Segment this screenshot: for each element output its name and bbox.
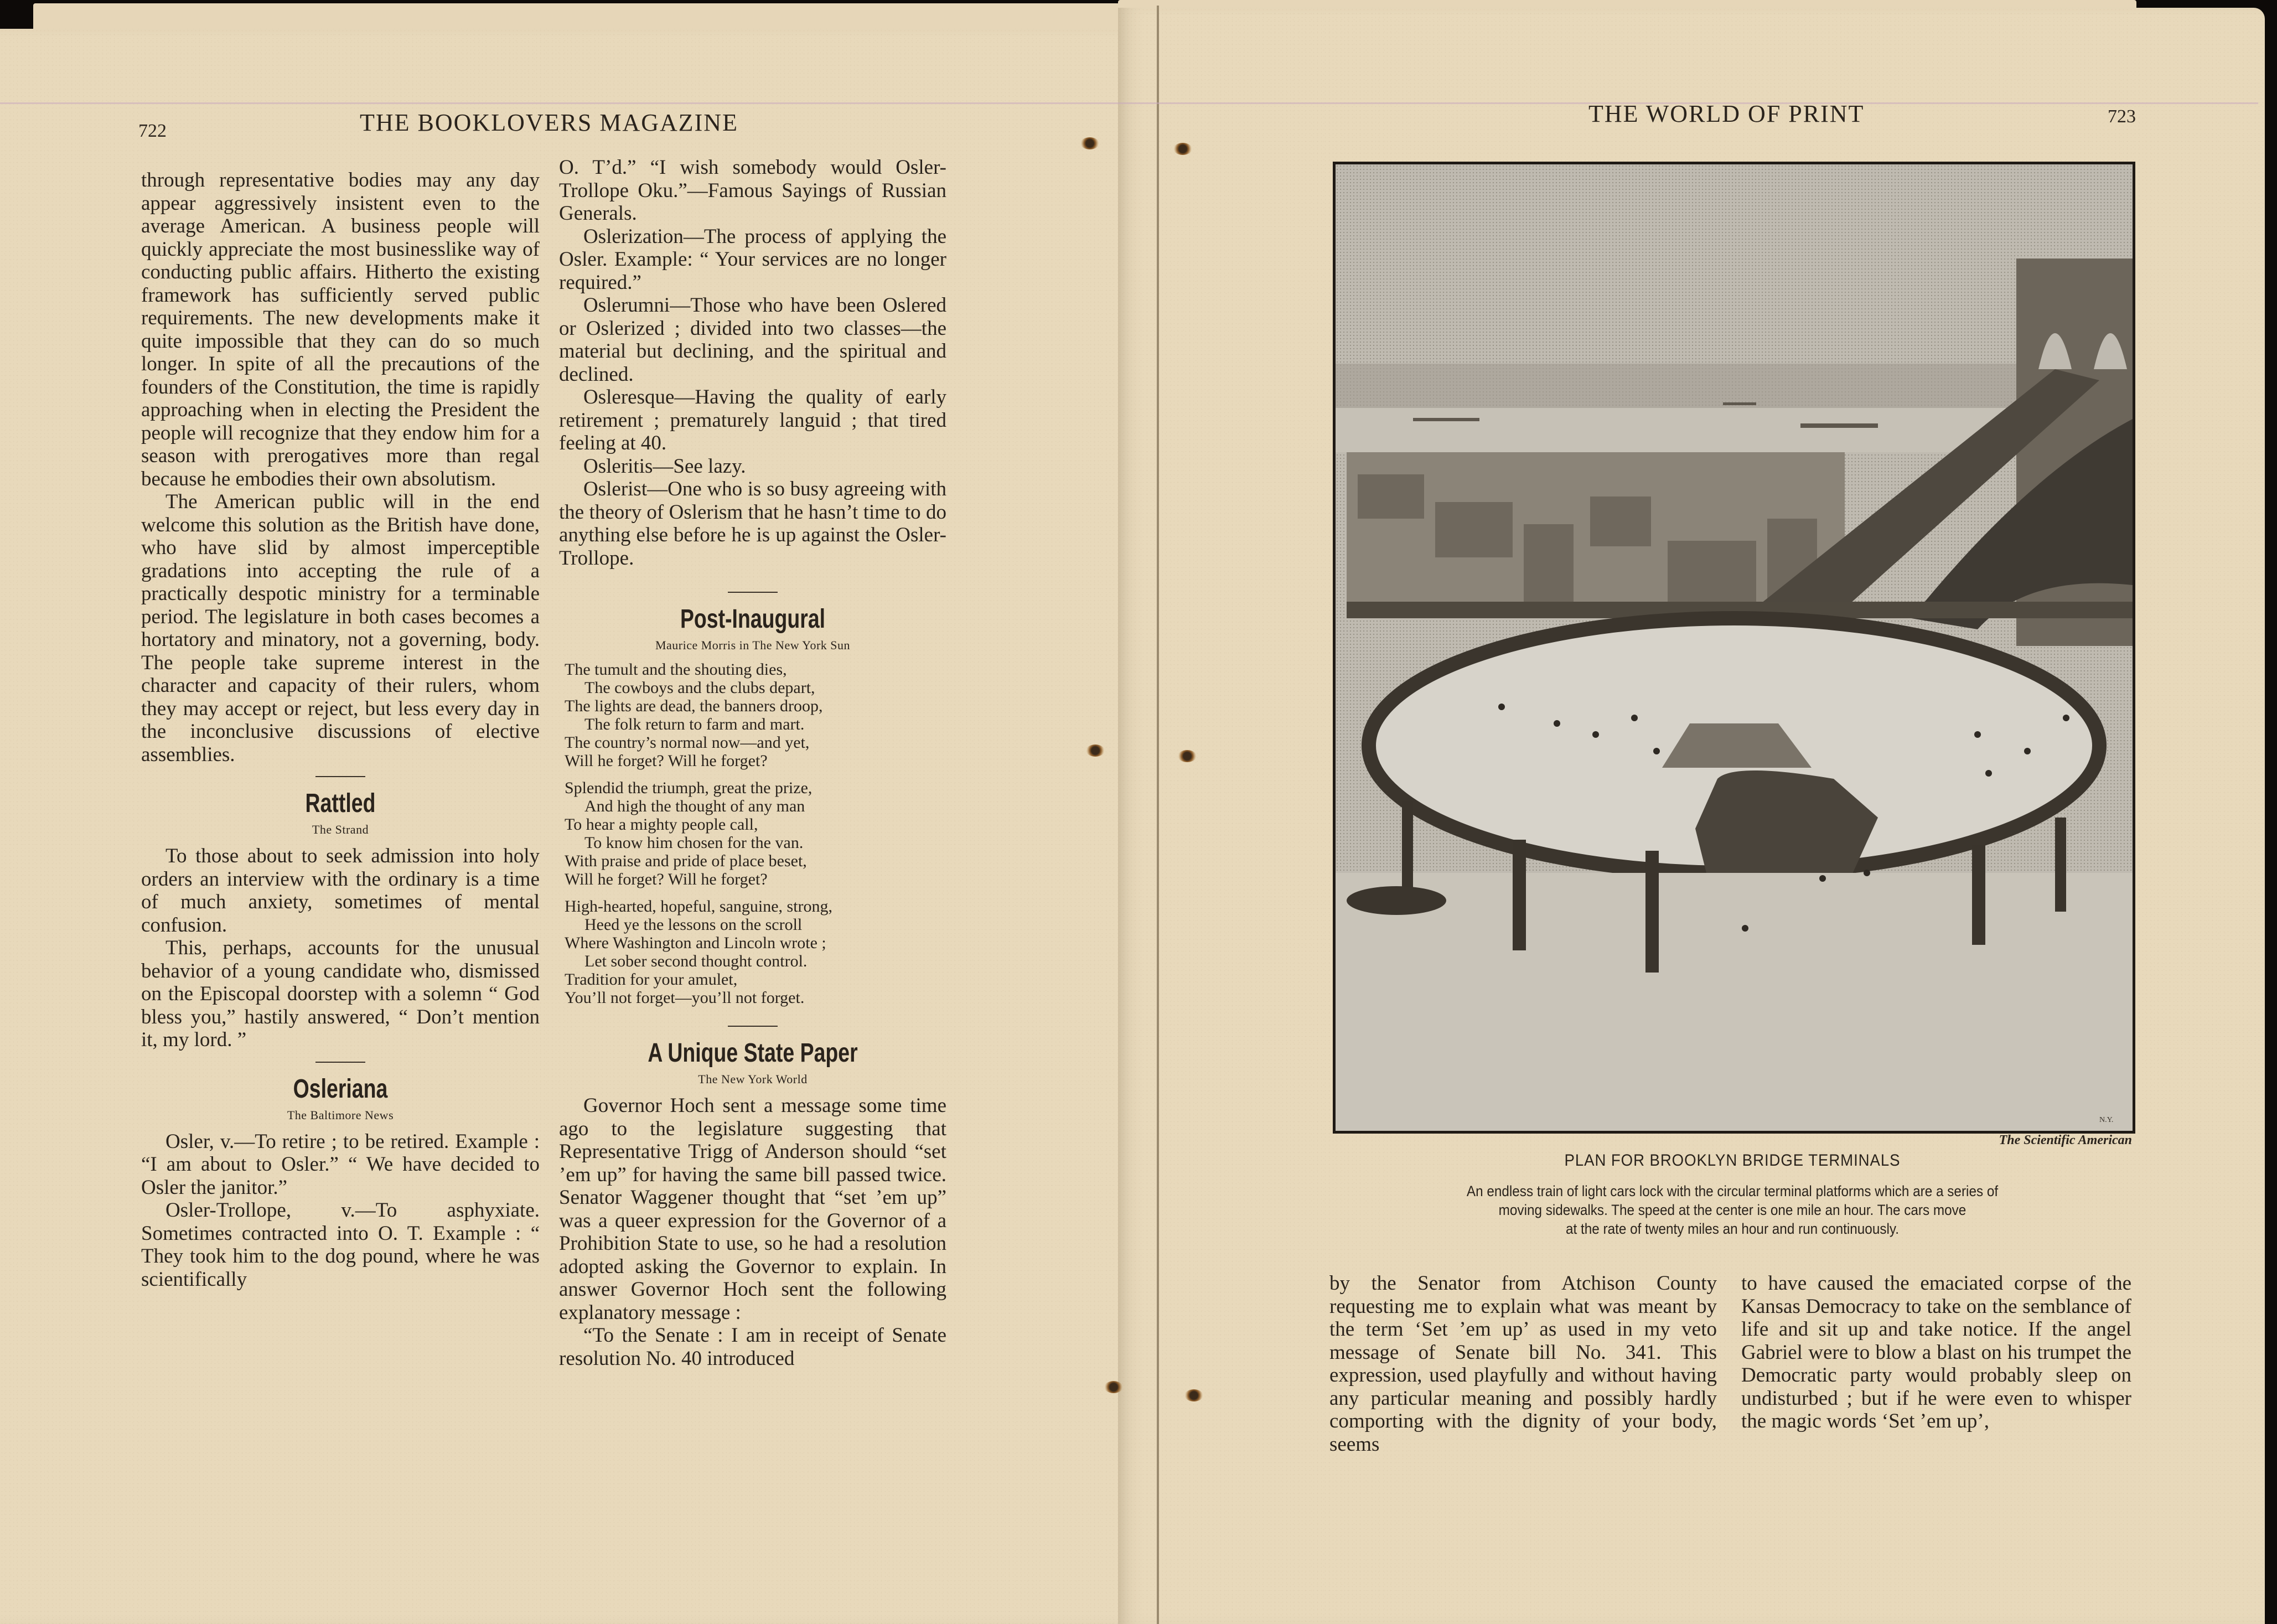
paragraph: Governor Hoch sent a message some time ago to the legislature suggesting that Representative Trigg of Anderson should “set ’em up” for having the same bill passed twice. Senator Waggener thought that “set ’em up” was a queer expression for the Governor of a Prohibition State to use, so he had a resolution adopted asking the Governor to explain. In answer Governor Hoch sent the following explanatory message : xyxy=(559,1094,946,1324)
artist-mark: N.Y. xyxy=(2099,1116,2114,1124)
binding-stain xyxy=(1086,744,1105,757)
paragraph: To those about to seek admission into holy orders an interview with the ordinary is a time of much anxiety, sometimes of mental confusion. xyxy=(141,845,540,937)
paragraph: Oslerist—One who is so busy agreeing with the theory of Oslerism that he hasn’t time to do anything else before he is up against the Osler-Trollope. xyxy=(559,478,946,570)
paragraph: Osleritis—See lazy. xyxy=(583,454,746,478)
article-source: The New York World xyxy=(698,1072,808,1086)
poem-stanza xyxy=(565,779,946,888)
caption-line: at the rate of twenty miles an hour and run continuously. xyxy=(1565,1220,1899,1237)
section-divider xyxy=(728,1026,778,1027)
paragraph: Oslerization—The process of applying the Osler. Example: “ Your services are no longer required.” xyxy=(559,225,946,294)
poem-stanza xyxy=(565,660,946,770)
section-divider xyxy=(315,776,365,777)
paragraph: Osler-Trollope, v.—To asphyxiate. Sometimes contracted into O. T. Example : “ They took him to the dog pound, where he was scientifically xyxy=(141,1199,540,1291)
poem-line: The cowboys and the clubs depart, xyxy=(584,679,815,697)
article-title-state-paper: A Unique State Paper xyxy=(648,1038,858,1068)
street xyxy=(1336,873,2133,1131)
page-number-left: 722 xyxy=(138,121,167,141)
right-column-2 xyxy=(1741,1272,2131,1433)
engraving xyxy=(1336,164,2133,1131)
binding-stain xyxy=(1184,1389,1203,1401)
article-source: The Baltimore News xyxy=(287,1108,394,1122)
poem-line: Splendid the triumph, great the prize, xyxy=(565,779,813,797)
paragraph: Osler, v.—To retire ; to be retired. Example : “I am about to Osler.” “ We have decided to Osler the janitor.” xyxy=(141,1130,540,1199)
paragraph: The American public will in the end welcome this solution as the British have done, who have slid by almost imperceptible gradations into accepting the rule of a practically despotic ministry for a terminable period. The legislature in both cases becomes a hortatory and minatory, not a governing, body. The people take supreme interest in the character and capacity of their rulers, whom they may accept or reject, but less every day in the inconclusive discussions of elective assemblies. xyxy=(141,490,540,766)
binding-stain xyxy=(1173,143,1192,155)
poem xyxy=(565,660,946,1007)
article-title-post-inaugural: Post-Inaugural xyxy=(680,604,826,634)
poem-line: The tumult and the shouting dies, xyxy=(565,660,787,679)
guide-rule xyxy=(0,102,2258,104)
section-divider xyxy=(315,1062,365,1063)
poem-line: And high the thought of any man xyxy=(584,797,805,815)
flower-bed xyxy=(1347,886,1446,915)
article-source: The Strand xyxy=(312,823,369,836)
poem-line: Will he forget? Will he forget? xyxy=(565,752,768,770)
caption-line: moving sidewalks. The speed at the center is one mile an hour. The cars move xyxy=(1498,1202,1966,1218)
left-column-2 xyxy=(559,156,946,1370)
binding-stain xyxy=(1104,1381,1123,1393)
poem-line: To hear a mighty people call, xyxy=(565,815,758,834)
illustration-title: PLAN FOR BROOKLYN BRIDGE TERMINALS xyxy=(1564,1151,1901,1170)
paragraph: “To the Senate : I am in receipt of Senate resolution No. 40 introduced xyxy=(559,1324,946,1370)
poem-line: The country’s normal now—and yet, xyxy=(565,733,810,752)
poem-line: Heed ye the lessons on the scroll xyxy=(584,916,803,934)
book-gutter xyxy=(1157,6,1159,1624)
paragraph: through representative bodies may any day appear aggressively insistent even to the average American. A business people will quickly appreciate the most businesslike way of conducting public affairs. Hitherto the existing framework has sufficiently served public requirements. The new developments make it quite impossible that they can do so much longer. In spite of all the precautions of the founders of the Constitution, the time is rapidly approaching when in electing the President the people will recognize that they endow him for a season with prerogatives more than regal because he embodies their own absolutism. xyxy=(141,169,540,490)
poem-line: To know him chosen for the van. xyxy=(584,834,804,852)
paragraph: Oslerumni—Those who have been Oslered or Oslerized ; divided into two classes—the material but declining, and the spiritual and declined. xyxy=(559,294,946,386)
paragraph: O. T’d.” “I wish somebody would Osler-Trollope Oku.”—Famous Sayings of Russian Generals. xyxy=(559,156,946,225)
binding-stain xyxy=(1080,137,1099,149)
page-number-right: 723 xyxy=(2108,106,2136,127)
caption-line: An endless train of light cars lock with the circular terminal platforms which are a series of xyxy=(1466,1183,1999,1199)
illustration-brooklyn-bridge-terminals xyxy=(1333,162,2135,1134)
paragraph: to have caused the emaciated corpse of the Kansas Democracy to take on the semblance of life and sit up and take notice. If the angel Gabriel were to blow a blast on his trumpet the Democratic party would probably sleep on undisturbed ; but if he were even to whisper the magic words ‘Set ’em up’, xyxy=(1741,1272,2131,1432)
illustration-caption xyxy=(1389,1182,2076,1238)
city-buildings xyxy=(1347,452,1845,618)
poem-line: Tradition for your amulet, xyxy=(565,970,738,989)
poem-line: High-hearted, hopeful, sanguine, strong, xyxy=(565,897,833,916)
left-column-1 xyxy=(141,169,540,1291)
poem-line: Let sober second thought control. xyxy=(584,952,808,970)
poem-line: The lights are dead, the banners droop, xyxy=(565,697,823,715)
illustration-credit: The Scientific American xyxy=(1999,1133,2132,1147)
article-title-rattled: Rattled xyxy=(305,789,376,818)
paragraph: Osleresque—Having the quality of early retirement ; prematurely languid ; that tired feeling at 40. xyxy=(559,386,946,454)
section-divider xyxy=(728,592,778,593)
right-column-1 xyxy=(1329,1272,1717,1456)
poem-line: The folk return to farm and mart. xyxy=(584,715,805,733)
poem-line: Will he forget? Will he forget? xyxy=(565,870,768,888)
poem-line: Where Washington and Lincoln wrote ; xyxy=(565,934,826,952)
running-head-left: THE BOOKLOVERS MAGAZINE xyxy=(360,109,738,136)
article-title-osleriana: Osleriana xyxy=(293,1074,388,1104)
poem-line: You’ll not forget—you’ll not forget. xyxy=(565,989,805,1007)
paragraph: by the Senator from Atchison County requesting me to explain what was meant by the term ‘Set ’em up’ as used in my veto message of Senate bill No. 341. This expression, used playfully and without having any particular meaning and possibly hardly comporting with the dignity of your body, seems xyxy=(1329,1272,1717,1456)
binding-stain xyxy=(1178,750,1197,762)
poem-stanza xyxy=(565,897,946,1007)
poem-line: With praise and pride of place beset, xyxy=(565,852,807,870)
paragraph: This, perhaps, accounts for the unusual behavior of a young candidate who, dismissed on the Episcopal doorstep with a solemn “ God bless you,” hastily answered, “ Don’t mention it, my lord. ” xyxy=(141,937,540,1051)
running-head-right: THE WORLD OF PRINT xyxy=(1588,100,1865,127)
article-source: Maurice Morris in The New York Sun xyxy=(655,638,851,652)
